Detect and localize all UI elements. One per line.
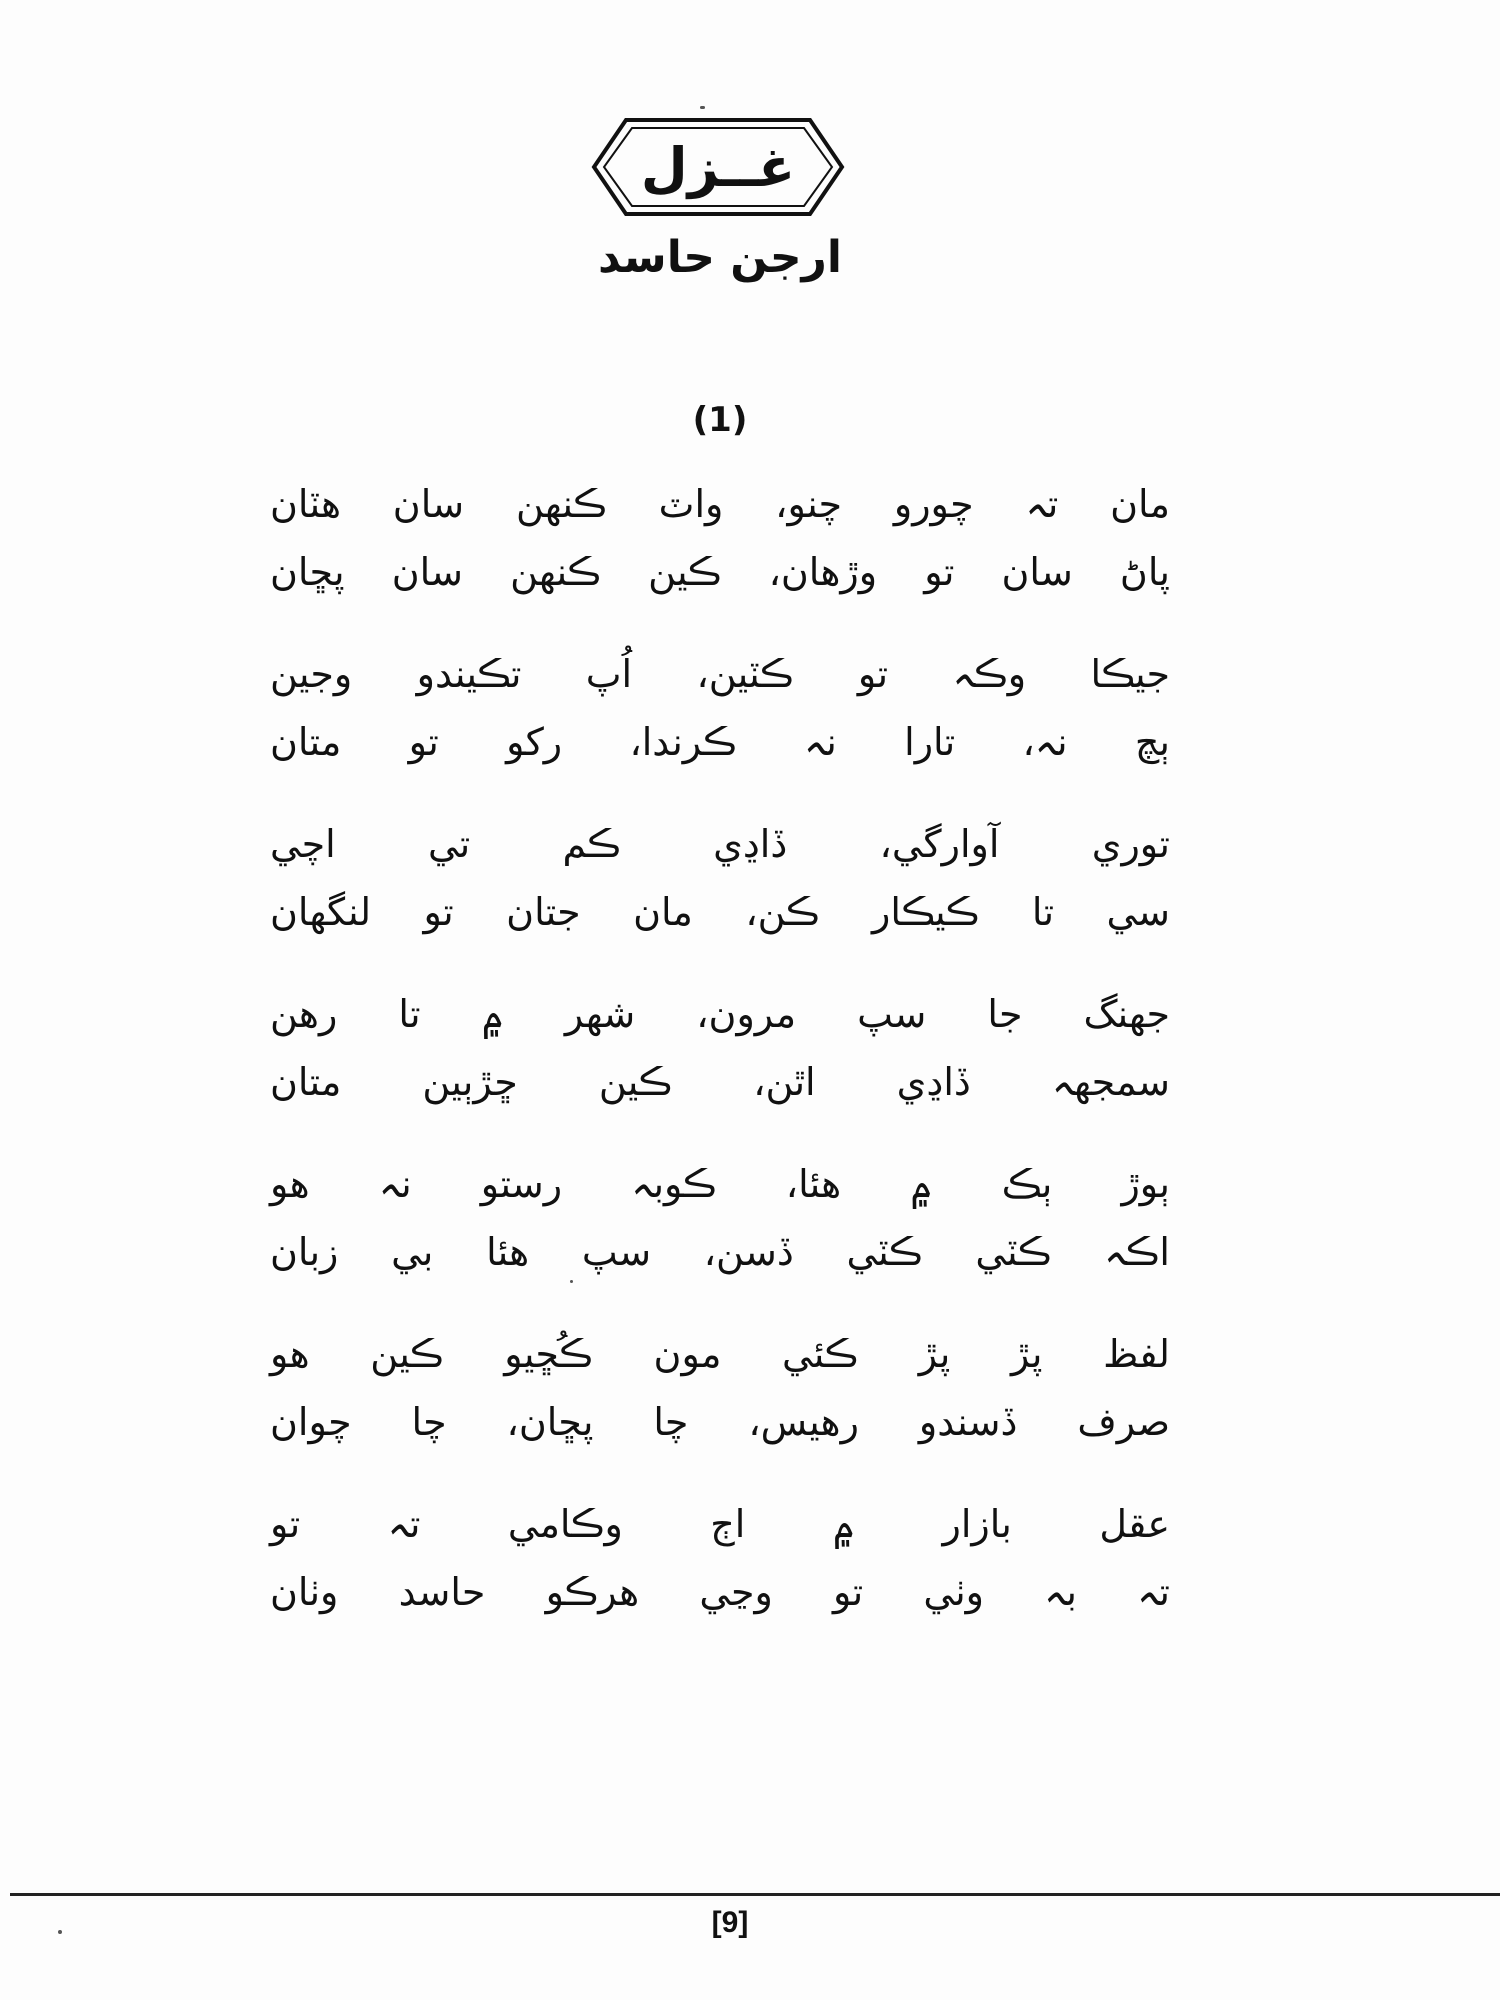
verse-line: سمجهہ ڏاڍي اٿن، ڪين ڇڙٻين متان xyxy=(270,1060,1170,1104)
verse-line: جهنگ جا سپ مرون، شهر ۾ تا رهن xyxy=(270,992,1170,1036)
scan-speck xyxy=(58,1930,62,1934)
verse-line: مان تہ چورو چنو، واٽ ڪنهن سان هٽان xyxy=(270,482,1170,526)
verse-line: اڪہ ڪٽي ڪٽي ڏسن، سپ هئا بي زبان xyxy=(270,1230,1170,1274)
verse-line: پاڻ سان تو وڙهان، ڪين ڪنهن سان پڇان xyxy=(270,550,1170,594)
verse-line: ٻوڙ ٻڪ ۾ هئا، ڪوبہ رستو نہ هو xyxy=(270,1162,1170,1206)
author-name: ارجن حاسد xyxy=(598,232,842,283)
page-number: [9] xyxy=(711,1906,749,1939)
couplet xyxy=(270,1150,1170,1286)
verse-line: توري آوارگي، ڏاڍي ڪم تي اچي xyxy=(270,822,1170,866)
section-number: (1) xyxy=(692,400,748,440)
title-frame xyxy=(588,112,848,222)
verse-line: عقل بازار ۾ اڄ وڪامي تہ تو xyxy=(270,1502,1170,1546)
couplet xyxy=(270,470,1170,606)
verse-line: سي تا ڪيڪار ڪن، مان جتان تو لنگهان xyxy=(270,890,1170,934)
verse-line: ٻچ نہ، تارا نہ ڪرندا، رکو تو متان xyxy=(270,720,1170,764)
couplet xyxy=(270,1490,1170,1626)
verse-line: جيڪا وڪہ تو ڪٽين، اُپ تڪيندو وجين xyxy=(270,652,1170,696)
scan-speck xyxy=(570,1280,573,1283)
couplet xyxy=(270,810,1170,946)
verse-line: صرف ڏسندو رهيس، چا پڇان، چا چوان xyxy=(270,1400,1170,1444)
footer-divider xyxy=(10,1893,1500,1896)
poem-body xyxy=(270,470,1170,1660)
verse-line: لفظ پڙ پڙ ڪئي مون ڪُڇيو ڪين هو xyxy=(270,1332,1170,1376)
couplet xyxy=(270,640,1170,776)
verse-line: تہ بہ وٺي تو وڃي هرڪو حاسد وٺان xyxy=(270,1570,1170,1614)
couplet xyxy=(270,980,1170,1116)
couplet xyxy=(270,1320,1170,1456)
scan-speck xyxy=(700,106,705,109)
ghazal-title: غــزل xyxy=(640,135,796,199)
